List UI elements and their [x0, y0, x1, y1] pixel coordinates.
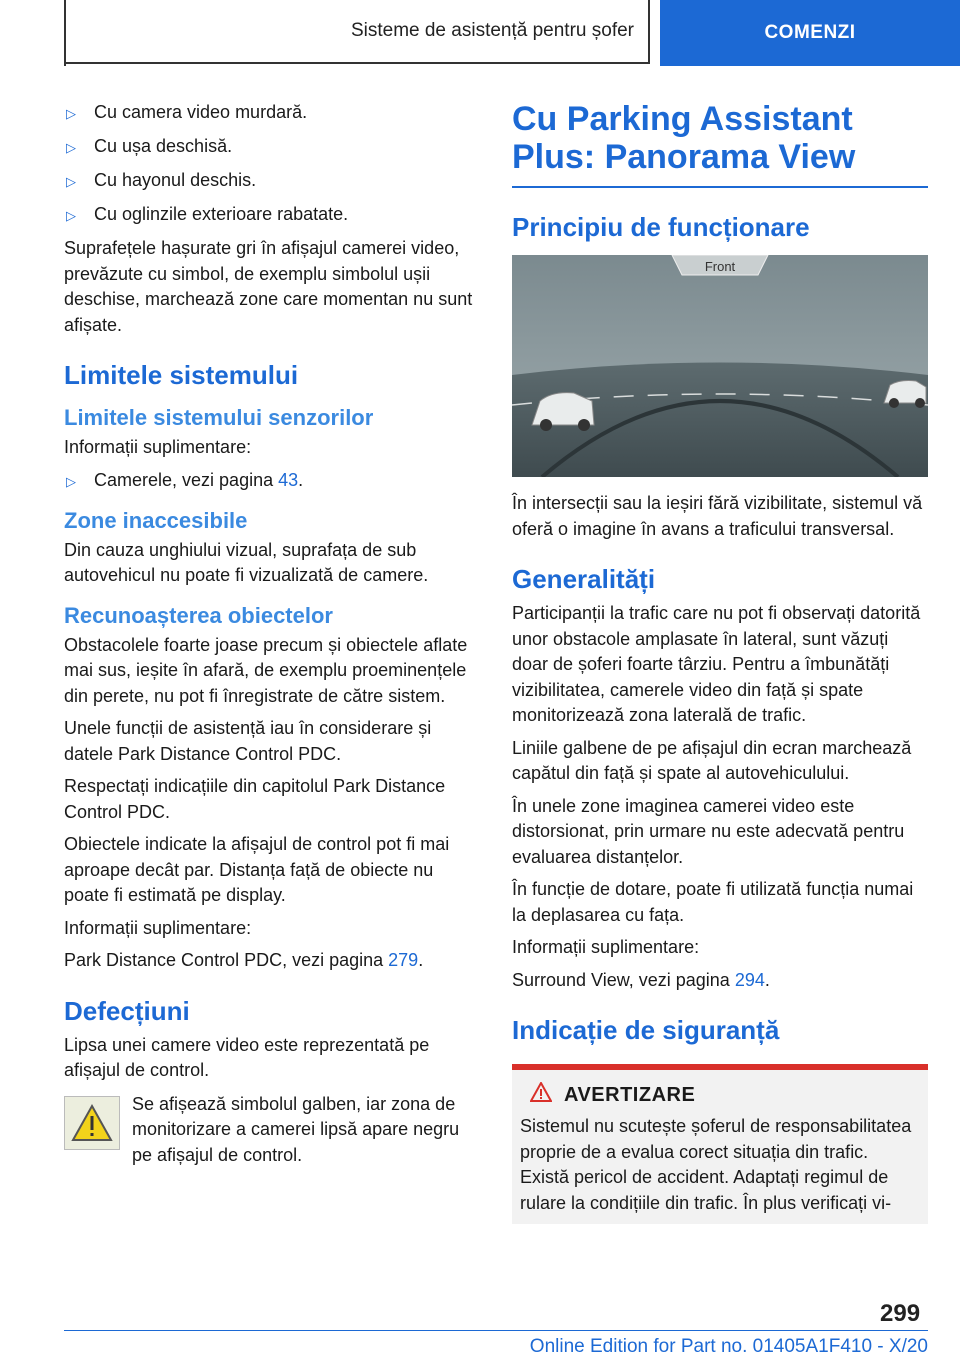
- footer-edition: Online Edition for Part no. 01405A1F410 - X/20: [529, 1336, 928, 1357]
- page-link[interactable]: 294: [734, 969, 765, 990]
- list-item: ▷ Cu camera video murdară.: [64, 100, 480, 126]
- warning-box: [512, 1064, 928, 1224]
- list-item: ▷ Cu ușa deschisă.: [64, 134, 480, 160]
- list-item: ▷ Cu hayonul deschis.: [64, 168, 480, 194]
- warning-symbol-row: [64, 1092, 480, 1176]
- page-number: 299: [880, 1300, 921, 1327]
- right-column: [512, 100, 928, 1224]
- left-column: [64, 100, 480, 1175]
- triangle-bullet-icon: ▷: [66, 106, 76, 121]
- warning-triangle-icon: [64, 1096, 120, 1150]
- warning-text: Sistemul nu scutește șoferul de responsabilitatea proprie de a evalua corect situația din trafic. Există pericol de accident. Adaptați regimul de rulare la condițiile din trafic. În plus verificați vi-: [520, 1116, 912, 1213]
- warning-icon: [530, 1082, 564, 1108]
- chapter-title: Cu Parking Assistant Plus: Panorama View: [512, 100, 928, 188]
- header-chapter-tab[interactable]: COMENZI: [660, 0, 960, 66]
- page-link[interactable]: 279: [388, 950, 419, 970]
- section-heading: Defecțiuni: [64, 995, 190, 1026]
- paragraph: Lipsa unei camere video este reprezentată pe afișajul de control.: [64, 1034, 430, 1080]
- paragraph: În unele zone imaginea camerei video este distorsionat, prin urmare nu este adecvată pentru evaluarea distanțelor.: [512, 795, 905, 867]
- paragraph: Respectați indicațiile din capitolul Park Distance Control PDC.: [64, 776, 446, 822]
- paragraph: Informații suplimentare:: [64, 437, 252, 457]
- paragraph: Unele funcții de asistență iau în considerare și datele Park Distance Control PDC.: [64, 718, 432, 764]
- triangle-bullet-icon: ▷: [66, 140, 76, 155]
- paragraph: Participanții la trafic care nu pot fi observați datorită unor obstacole amplasate în lateral, sunt văzuți doar de șoferi foarte târziu. Pentru a îmbunătăți vizibilitatea, camerele video din față și spate monitorizează zona laterală de trafic.: [512, 603, 921, 725]
- section-heading: Principiu de funcționare: [512, 212, 810, 242]
- triangle-bullet-icon: ▷: [66, 208, 76, 223]
- list-item: ▷ Camerele, vezi pagina 43.: [64, 468, 480, 494]
- paragraph: Surround View, vezi pagina 294.: [512, 969, 770, 990]
- page-header: [0, 0, 960, 66]
- paragraph: Liniile galbene de pe afișajul din ecran marchează capătul din față și spate al autovehiculului.: [512, 737, 912, 783]
- section-heading: Generalități: [512, 564, 656, 594]
- panorama-view-image: [512, 255, 928, 477]
- paragraph: Se afișează simbolul galben, iar zona de monitorizare a camerei lipsă apare negru pe afișajul de control.: [132, 1093, 460, 1165]
- paragraph: Informații suplimentare:: [64, 917, 252, 938]
- footer-divider: [64, 1330, 928, 1331]
- paragraph: Suprafețele hașurate gri în afișajul camerei video, prevăzute cu simbol, de exemplu simbolul ușii deschise, marchează zone care momentan nu sunt afișate.: [64, 238, 473, 335]
- paragraph: Obstacolele foarte joase precum și obiectele aflate mai sus, ieșite în afară, de exemplu proeminențele din perete, nu pot fi înregistrate de către sistem.: [64, 634, 468, 706]
- header-section-title: Sisteme de asistență pentru șofer: [66, 0, 650, 64]
- page-link[interactable]: 43: [278, 469, 299, 490]
- paragraph: Obiectele indicate la afișajul de control pot fi mai aproape decât par. Distanța față de obiecte nu poate fi estimată pe display.: [64, 834, 450, 905]
- header-left-tab: [0, 0, 66, 66]
- front-label: Front: [704, 259, 736, 274]
- paragraph: În funcție de dotare, poate fi utilizată funcția numai la deplasarea cu fața.: [512, 879, 914, 925]
- paragraph: Park Distance Control PDC, vezi pagina 279.: [64, 950, 424, 970]
- section-heading: Indicație de siguranță: [512, 1015, 780, 1045]
- triangle-bullet-icon: ▷: [66, 473, 76, 489]
- paragraph: Informații suplimentare:: [512, 937, 700, 957]
- subsection-heading: Zone inaccesibile: [64, 507, 248, 533]
- paragraph: În intersecții sau la ieșiri fără vizibilitate, sistemul vă oferă o imagine în avans a traficului transversal.: [512, 493, 923, 539]
- triangle-bullet-icon: ▷: [66, 174, 76, 189]
- subsection-heading: Recunoașterea obiectelor: [64, 602, 333, 628]
- warning-title: AVERTIZARE: [530, 1082, 920, 1108]
- section-heading: Limitele sistemului: [64, 360, 299, 390]
- list-item: ▷ Cu oglinzile exterioare rabatate.: [64, 202, 480, 228]
- paragraph: Din cauza unghiului vizual, suprafața de sub autovehicul nu poate fi vizualizată de camere.: [64, 539, 429, 585]
- subsection-heading: Limitele sistemului senzorilor: [64, 405, 374, 430]
